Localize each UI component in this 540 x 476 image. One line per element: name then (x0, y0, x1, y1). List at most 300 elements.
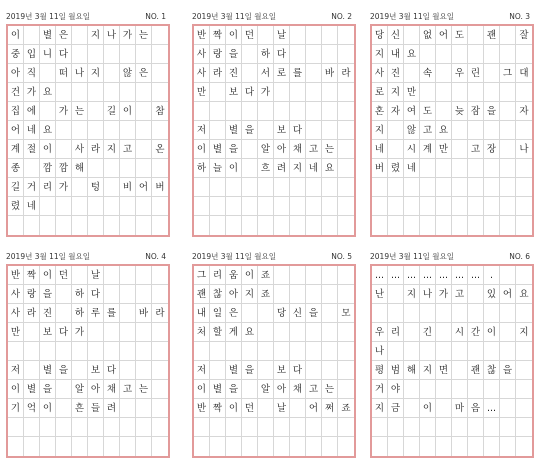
grid-cell (104, 45, 120, 64)
grid-cell (404, 178, 420, 197)
grid-cell (404, 216, 420, 235)
grid-cell: 고 (306, 140, 322, 159)
grid-cell: 이 (120, 102, 136, 121)
grid-cell: 다 (274, 45, 290, 64)
grid-cell (40, 216, 56, 235)
grid-cell (136, 285, 152, 304)
grid-cell (258, 361, 274, 380)
grid-cell (88, 159, 104, 178)
grid-cell (242, 304, 258, 323)
grid-cell (226, 418, 242, 437)
grid-cell (500, 159, 516, 178)
grid-cell: 참 (152, 102, 168, 121)
grid-cell (436, 159, 452, 178)
grid-cell: 다 (56, 323, 72, 342)
grid-cell (104, 197, 120, 216)
grid-cell (72, 83, 88, 102)
grid-cell (500, 437, 516, 456)
grid-cell (322, 361, 338, 380)
grid-cell (322, 83, 338, 102)
grid-cell: 날 (88, 266, 104, 285)
grid-cell (306, 102, 322, 121)
grid-cell (258, 121, 274, 140)
grid-cell (420, 83, 436, 102)
grid-cell (404, 380, 420, 399)
grid-cell (404, 437, 420, 456)
grid-cell: 을 (40, 380, 56, 399)
grid-cell (56, 197, 72, 216)
grid-cell: 가 (56, 178, 72, 197)
grid-cell (338, 178, 354, 197)
grid-cell (120, 323, 136, 342)
grid-cell: 하 (72, 285, 88, 304)
grid-cell (516, 216, 532, 235)
grid-cell: 난 (372, 285, 388, 304)
grid-cell: 하 (258, 45, 274, 64)
grid-cell (338, 216, 354, 235)
grid-cell (120, 121, 136, 140)
grid-cell: 이 (194, 140, 210, 159)
grid-cell (500, 178, 516, 197)
grid-cell: 니 (40, 45, 56, 64)
grid-cell: 우 (452, 64, 468, 83)
grid-cell: 짝 (210, 399, 226, 418)
grid-cell: ... (388, 266, 404, 285)
grid-cell (136, 437, 152, 456)
grid-cell (500, 83, 516, 102)
grid-cell: 떠 (56, 64, 72, 83)
grid-cell (452, 216, 468, 235)
grid-cell (274, 418, 290, 437)
grid-cell (388, 140, 404, 159)
grid-cell: 만 (8, 323, 24, 342)
grid-cell: 입 (24, 45, 40, 64)
grid-cell (338, 437, 354, 456)
grid-cell: 버 (152, 178, 168, 197)
grid-cell (136, 83, 152, 102)
grid-cell (500, 342, 516, 361)
grid-cell: 은 (56, 26, 72, 45)
grid-cell (306, 361, 322, 380)
grid-cell (56, 121, 72, 140)
grid-cell: 리 (388, 323, 404, 342)
grid-cell: 자 (388, 102, 404, 121)
grid-cell (152, 380, 168, 399)
grid-cell: 알 (72, 380, 88, 399)
grid-cell (452, 159, 468, 178)
grid-cell (468, 342, 484, 361)
grid-cell: 네 (404, 159, 420, 178)
manuscript-grid (192, 264, 356, 458)
grid-cell (516, 83, 532, 102)
grid-cell (104, 285, 120, 304)
grid-cell (258, 178, 274, 197)
grid-cell (322, 342, 338, 361)
page-date: 2019년 3월 11일 월요일 (192, 252, 277, 261)
grid-cell (322, 178, 338, 197)
grid-cell: 그 (500, 64, 516, 83)
grid-cell: 서 (258, 64, 274, 83)
grid-cell (120, 159, 136, 178)
grid-cell (56, 140, 72, 159)
grid-cell: 지 (404, 285, 420, 304)
grid-cell: 사 (8, 304, 24, 323)
grid-cell: 사 (194, 64, 210, 83)
grid-cell: 도 (420, 102, 436, 121)
grid-cell (72, 266, 88, 285)
grid-cell (40, 64, 56, 83)
grid-cell (290, 197, 306, 216)
grid-cell: 별 (24, 380, 40, 399)
grid-cell: 할 (210, 323, 226, 342)
grid-cell: 바 (322, 64, 338, 83)
grid-cell: 이 (242, 266, 258, 285)
grid-cell (404, 399, 420, 418)
grid-cell (322, 418, 338, 437)
grid-cell (452, 418, 468, 437)
grid-cell (306, 64, 322, 83)
grid-cell (404, 342, 420, 361)
grid-cell (210, 361, 226, 380)
grid-cell (290, 26, 306, 45)
grid-cell: 를 (290, 64, 306, 83)
grid-cell: 요 (436, 121, 452, 140)
grid-cell: 라 (152, 304, 168, 323)
grid-cell: 리 (210, 266, 226, 285)
grid-cell: 보 (274, 361, 290, 380)
page-number: NO. 4 (145, 252, 166, 261)
grid-cell (290, 342, 306, 361)
grid-cell (210, 102, 226, 121)
grid-cell: 고 (452, 285, 468, 304)
grid-cell (468, 26, 484, 45)
grid-cell: 잠 (468, 102, 484, 121)
grid-cell (338, 45, 354, 64)
grid-cell: 하 (72, 304, 88, 323)
grid-cell (420, 45, 436, 64)
grid-cell: 괜 (468, 361, 484, 380)
grid-cell: 네 (372, 140, 388, 159)
grid-cell: 저 (8, 361, 24, 380)
page-number: NO. 6 (509, 252, 530, 261)
grid-cell (56, 83, 72, 102)
grid-cell (24, 216, 40, 235)
grid-cell: 흔 (72, 399, 88, 418)
grid-cell (194, 178, 210, 197)
grid-cell: 보 (274, 121, 290, 140)
grid-cell (8, 418, 24, 437)
grid-cell (468, 178, 484, 197)
grid-cell (242, 159, 258, 178)
grid-cell (258, 437, 274, 456)
grid-cell (152, 121, 168, 140)
grid-cell (388, 121, 404, 140)
grid-cell (436, 45, 452, 64)
grid-cell (120, 418, 136, 437)
grid-cell: 어 (8, 121, 24, 140)
grid-cell: 네 (306, 159, 322, 178)
grid-cell (152, 26, 168, 45)
grid-cell: 범 (388, 361, 404, 380)
grid-cell: 지 (242, 285, 258, 304)
grid-cell (274, 266, 290, 285)
grid-cell: 에 (24, 102, 40, 121)
grid-cell: 어 (436, 26, 452, 45)
manuscript-grid (370, 24, 534, 237)
grid-cell (306, 216, 322, 235)
grid-cell: 고 (120, 380, 136, 399)
grid-cell: 나 (516, 140, 532, 159)
grid-cell: 쩌 (322, 399, 338, 418)
grid-cell (274, 83, 290, 102)
grid-cell: 를 (104, 304, 120, 323)
grid-cell (322, 197, 338, 216)
grid-cell (500, 216, 516, 235)
grid-cell (388, 285, 404, 304)
grid-cell: 가 (24, 83, 40, 102)
grid-cell: 던 (242, 399, 258, 418)
grid-cell (436, 418, 452, 437)
grid-cell (120, 342, 136, 361)
grid-cell: 라 (24, 304, 40, 323)
grid-cell: 다 (290, 361, 306, 380)
grid-cell (152, 437, 168, 456)
grid-cell (436, 380, 452, 399)
grid-cell (500, 380, 516, 399)
grid-cell (420, 178, 436, 197)
grid-cell (40, 437, 56, 456)
grid-cell (338, 140, 354, 159)
grid-cell: 별 (210, 380, 226, 399)
grid-cell (88, 121, 104, 140)
page-header (2, 10, 168, 24)
grid-cell (24, 26, 40, 45)
grid-cell (338, 361, 354, 380)
grid-cell (194, 102, 210, 121)
grid-cell (388, 437, 404, 456)
grid-cell (274, 216, 290, 235)
grid-cell: 반 (194, 26, 210, 45)
grid-cell (290, 102, 306, 121)
grid-cell: 랑 (210, 45, 226, 64)
grid-cell: 마 (452, 399, 468, 418)
grid-cell (136, 216, 152, 235)
grid-cell: 지 (372, 45, 388, 64)
grid-cell: 렸 (8, 197, 24, 216)
grid-cell (468, 83, 484, 102)
grid-cell: 집 (8, 102, 24, 121)
grid-cell (88, 437, 104, 456)
grid-cell (306, 178, 322, 197)
manuscript-grid (6, 264, 170, 458)
manuscript-grid (6, 24, 170, 237)
grid-cell (104, 323, 120, 342)
grid-cell (120, 361, 136, 380)
grid-cell (120, 216, 136, 235)
grid-cell (468, 418, 484, 437)
grid-cell (194, 418, 210, 437)
grid-cell (484, 197, 500, 216)
grid-cell (56, 304, 72, 323)
grid-cell: 억 (24, 399, 40, 418)
grid-cell: 사 (8, 285, 24, 304)
grid-cell (136, 399, 152, 418)
grid-cell: 던 (242, 26, 258, 45)
grid-cell (388, 216, 404, 235)
grid-cell: 나 (72, 64, 88, 83)
grid-cell: 라 (210, 64, 226, 83)
grid-cell: 속 (420, 64, 436, 83)
page-date: 2019년 3월 11일 월요일 (192, 12, 277, 21)
grid-cell (468, 285, 484, 304)
grid-cell (152, 64, 168, 83)
grid-cell: 버 (372, 159, 388, 178)
page-header (2, 250, 168, 264)
grid-cell: 어 (136, 178, 152, 197)
grid-cell (290, 323, 306, 342)
grid-cell (452, 304, 468, 323)
grid-cell: 들 (88, 399, 104, 418)
grid-cell: 긴 (420, 323, 436, 342)
grid-cell (242, 45, 258, 64)
grid-cell (404, 323, 420, 342)
grid-cell (290, 83, 306, 102)
grid-cell (468, 159, 484, 178)
grid-cell: 나 (104, 26, 120, 45)
grid-cell (120, 197, 136, 216)
page-date: 2019년 3월 11일 월요일 (6, 252, 91, 261)
grid-cell (452, 45, 468, 64)
grid-cell: 는 (322, 380, 338, 399)
grid-cell: 별 (40, 361, 56, 380)
grid-cell: 야 (388, 380, 404, 399)
grid-cell (516, 178, 532, 197)
grid-cell (388, 178, 404, 197)
grid-cell (420, 380, 436, 399)
grid-cell: 이 (194, 380, 210, 399)
grid-cell (40, 418, 56, 437)
grid-cell: 진 (388, 64, 404, 83)
grid-cell (516, 342, 532, 361)
grid-cell (72, 361, 88, 380)
grid-cell (258, 418, 274, 437)
grid-cell (136, 361, 152, 380)
grid-cell: 우 (372, 323, 388, 342)
grid-cell (372, 197, 388, 216)
grid-cell: 찮 (210, 285, 226, 304)
page-date: 2019년 3월 11일 월요일 (6, 12, 91, 21)
grid-cell: 던 (56, 266, 72, 285)
grid-cell (152, 159, 168, 178)
grid-cell (226, 437, 242, 456)
grid-cell: 이 (226, 26, 242, 45)
grid-cell (338, 159, 354, 178)
grid-cell (72, 216, 88, 235)
grid-cell (136, 159, 152, 178)
grid-cell (274, 342, 290, 361)
grid-cell: 건 (8, 83, 24, 102)
grid-cell (258, 304, 274, 323)
grid-cell (8, 216, 24, 235)
grid-cell: 요 (404, 45, 420, 64)
page-number: NO. 3 (509, 12, 530, 21)
grid-cell (372, 418, 388, 437)
grid-cell: 짝 (210, 26, 226, 45)
grid-cell (420, 437, 436, 456)
grid-cell (242, 216, 258, 235)
grid-cell (436, 64, 452, 83)
grid-cell: 흐 (258, 159, 274, 178)
grid-cell (436, 178, 452, 197)
grid-cell: 고 (306, 380, 322, 399)
grid-cell (372, 437, 388, 456)
grid-cell (194, 342, 210, 361)
grid-cell (452, 178, 468, 197)
grid-cell: 비 (120, 178, 136, 197)
grid-cell (258, 342, 274, 361)
grid-cell: 반 (194, 399, 210, 418)
grid-cell: 여 (404, 102, 420, 121)
grid-cell: 알 (258, 380, 274, 399)
grid-cell: 별 (40, 26, 56, 45)
grid-cell: 다 (290, 121, 306, 140)
grid-cell (484, 418, 500, 437)
grid-cell: 을 (226, 45, 242, 64)
grid-cell (516, 266, 532, 285)
grid-cell (322, 323, 338, 342)
grid-cell (152, 418, 168, 437)
grid-cell (40, 197, 56, 216)
grid-cell: 도 (452, 26, 468, 45)
grid-cell (338, 323, 354, 342)
grid-cell (322, 437, 338, 456)
grid-cell: 사 (194, 45, 210, 64)
grid-cell (120, 285, 136, 304)
grid-cell: 사 (372, 64, 388, 83)
grid-cell (136, 197, 152, 216)
grid-cell: 지 (372, 399, 388, 418)
grid-cell (290, 216, 306, 235)
grid-cell (452, 140, 468, 159)
grid-cell (484, 178, 500, 197)
grid-cell: 않 (404, 121, 420, 140)
grid-cell: 을 (226, 380, 242, 399)
grid-cell (516, 121, 532, 140)
grid-cell (500, 26, 516, 45)
grid-cell: 지 (88, 64, 104, 83)
grid-cell (420, 216, 436, 235)
grid-cell: 해 (72, 159, 88, 178)
grid-cell (516, 418, 532, 437)
grid-cell: 음 (468, 399, 484, 418)
grid-cell: 요 (516, 285, 532, 304)
grid-cell (322, 216, 338, 235)
grid-cell (306, 323, 322, 342)
grid-cell (104, 342, 120, 361)
grid-cell (338, 418, 354, 437)
grid-cell: 거 (24, 178, 40, 197)
grid-cell: 모 (338, 304, 354, 323)
grid-cell (452, 380, 468, 399)
grid-cell (152, 342, 168, 361)
grid-cell (452, 342, 468, 361)
grid-cell (338, 266, 354, 285)
grid-cell: 하 (194, 159, 210, 178)
grid-cell: 채 (290, 140, 306, 159)
grid-cell (136, 121, 152, 140)
grid-cell (104, 178, 120, 197)
grid-cell: 요 (322, 159, 338, 178)
